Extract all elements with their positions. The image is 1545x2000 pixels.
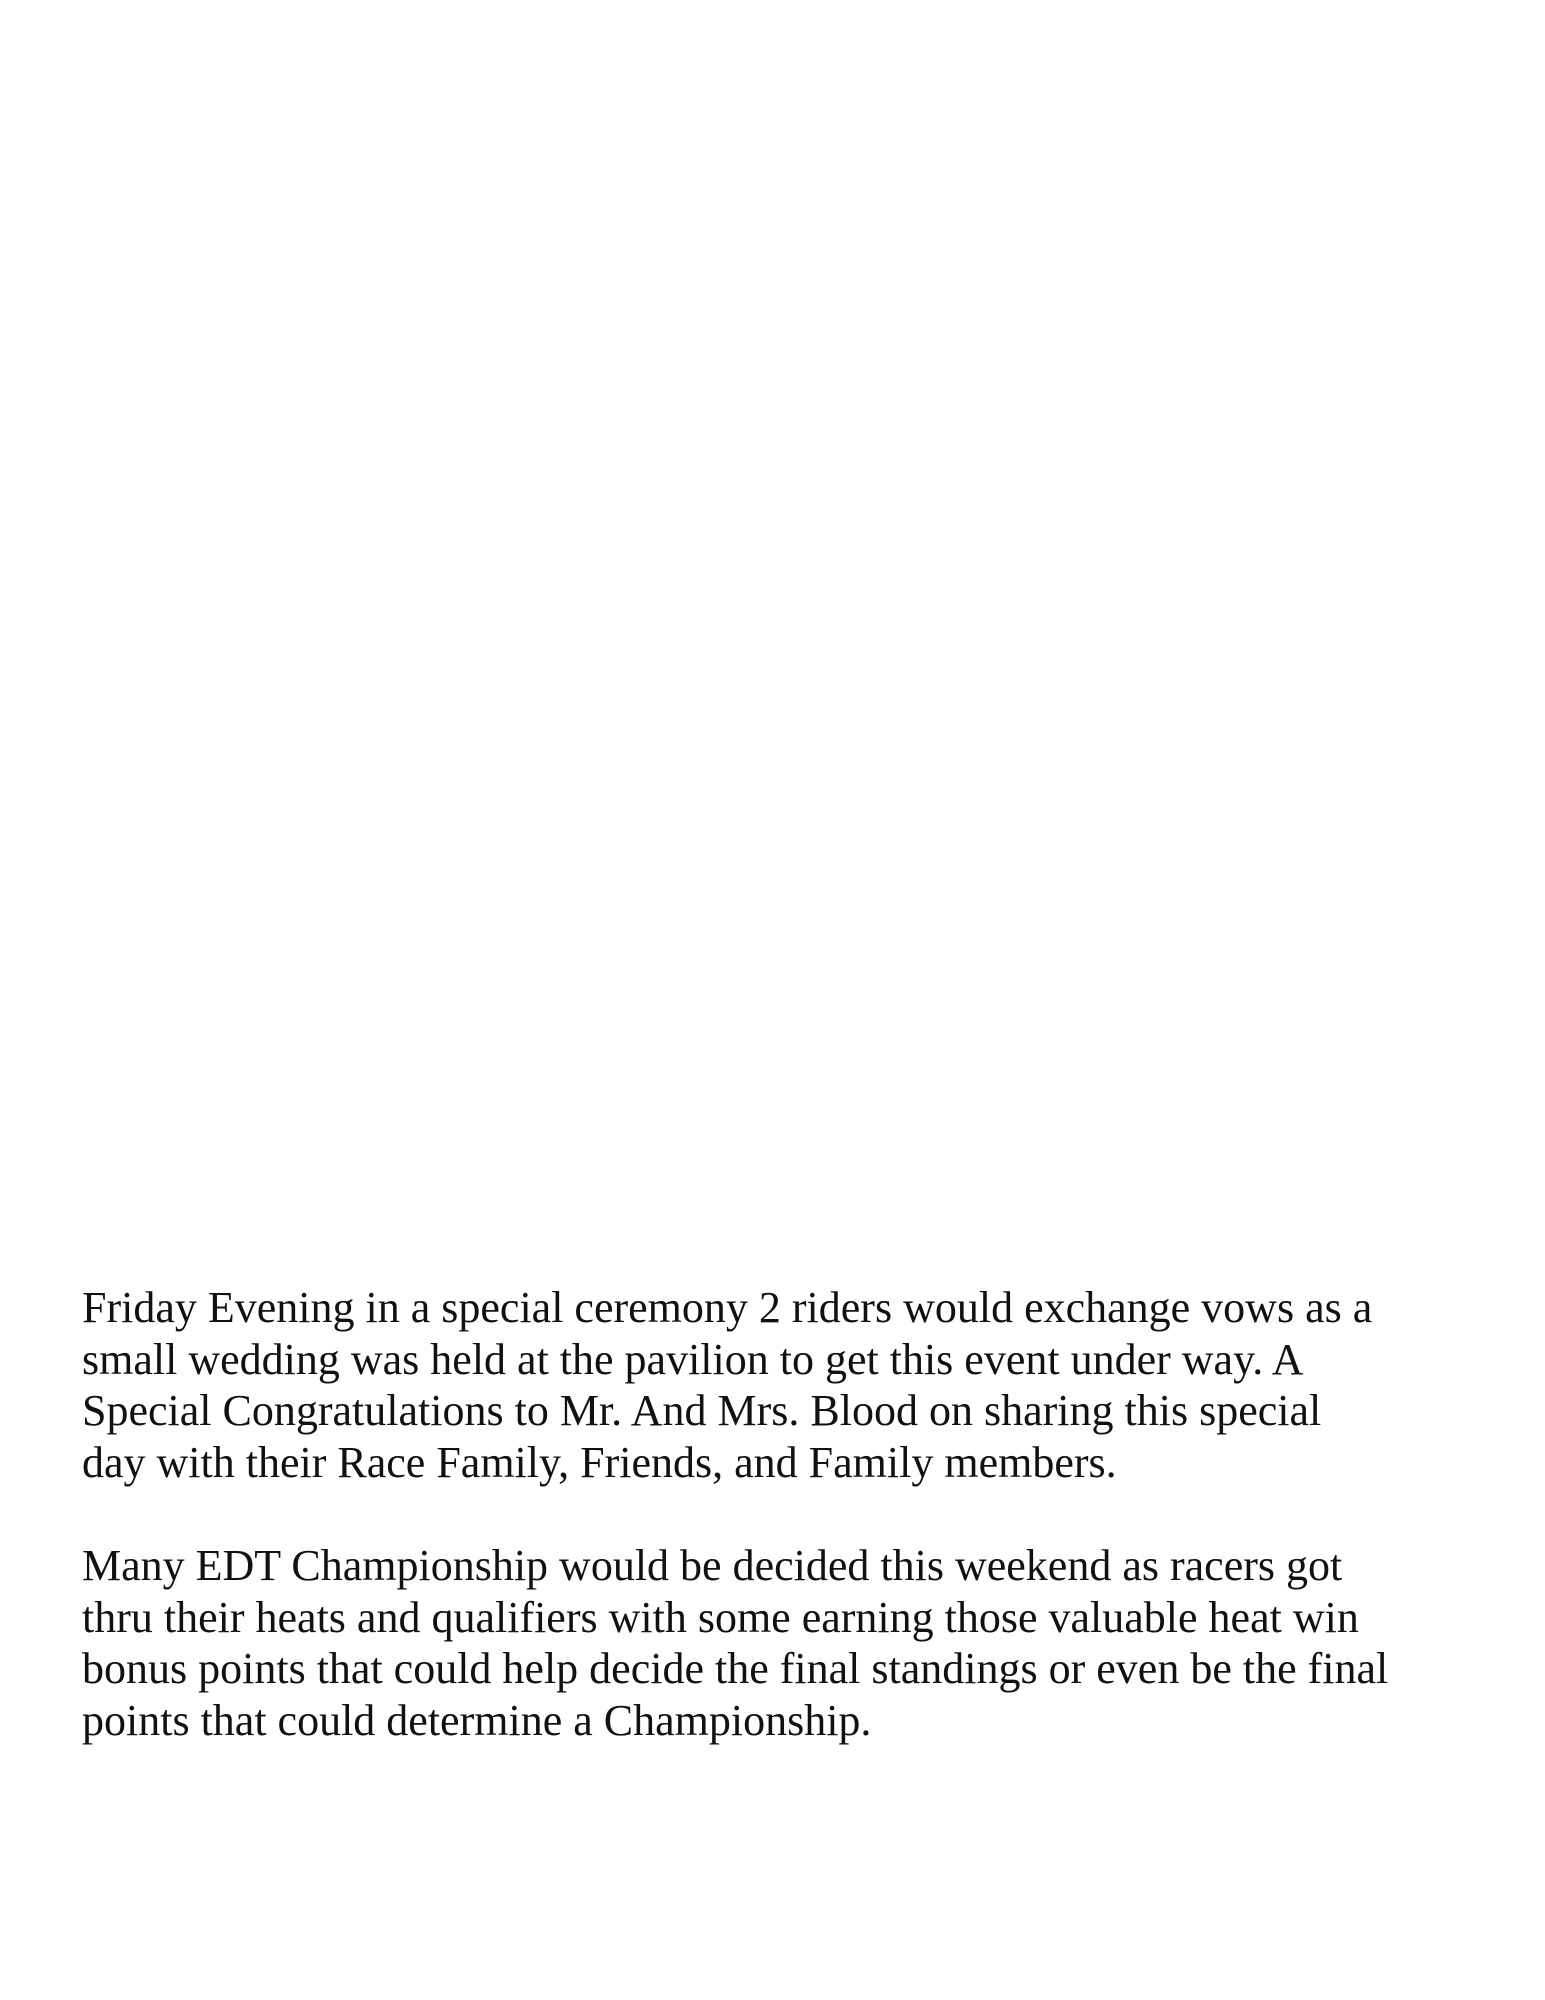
- paragraph-wedding: [82, 1282, 1482, 1488]
- text-line: points that could determine a Championship.: [82, 1695, 872, 1745]
- text-line: Special Congratulations to Mr. And Mrs. Blood on sharing this special: [82, 1386, 1322, 1435]
- text-line: thru their heats and qualifiers with some earning those valuable heat win: [82, 1592, 1359, 1642]
- text-line: bonus points that could help decide the final standings or even be the final: [82, 1644, 1389, 1693]
- paragraph-championship: [82, 1540, 1482, 1746]
- text-line: Many EDT Championship would be decided this weekend as racers got: [82, 1541, 1343, 1590]
- article-text: [82, 1282, 1482, 1746]
- text-line: day with their Race Family, Friends, and Family members.: [82, 1437, 1117, 1487]
- text-line: Friday Evening in a special ceremony 2 riders would exchange vows as a: [82, 1283, 1373, 1332]
- text-line: small wedding was held at the pavilion to get this event under way. A: [82, 1334, 1304, 1384]
